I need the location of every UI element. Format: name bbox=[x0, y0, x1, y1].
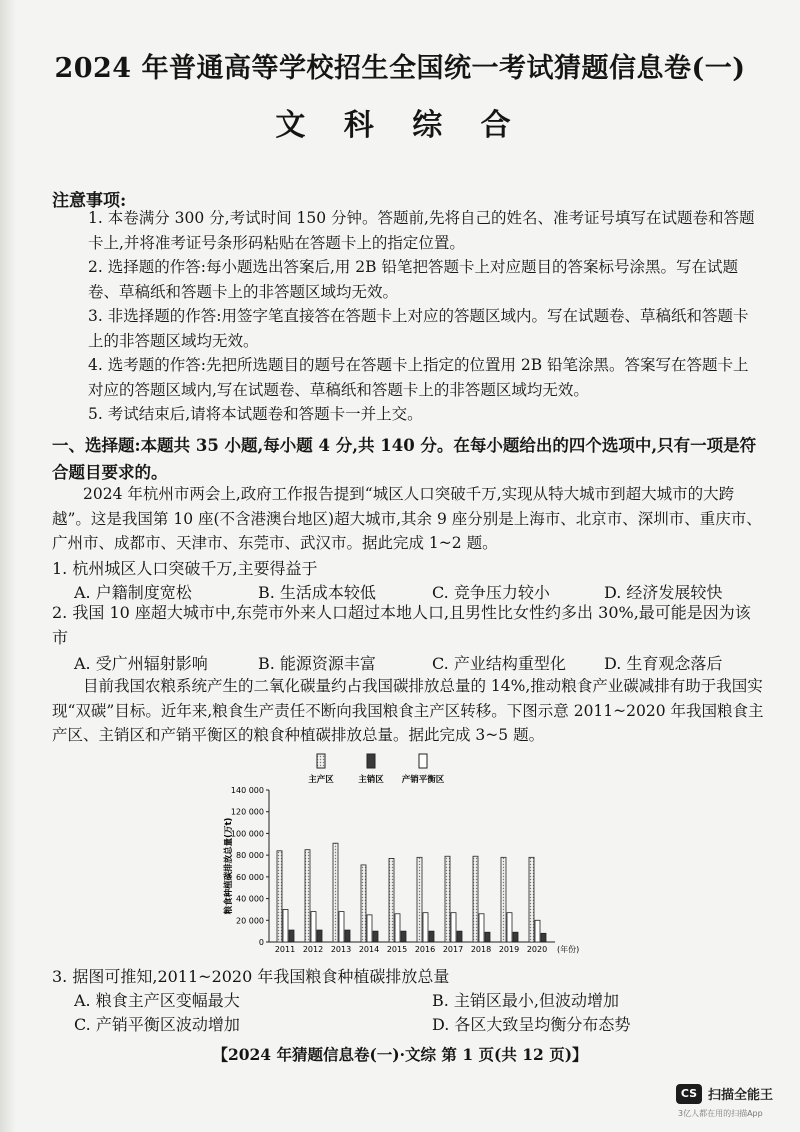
chart-svg bbox=[205, 752, 595, 964]
camscanner-logo-icon: CS bbox=[676, 1084, 702, 1104]
x-tick-label: 2015 bbox=[386, 945, 408, 954]
bar-主销区 bbox=[429, 931, 434, 942]
exam-title: 2024 年普通高等学校招生全国统一考试猜题信息卷(一) bbox=[54, 53, 746, 84]
option-a[interactable]: A. 户籍制度宽松 bbox=[74, 583, 192, 602]
x-tick-label: 2018 bbox=[470, 945, 492, 954]
bar-产销平衡区 bbox=[283, 909, 288, 942]
watermark-subtitle: 3亿人都在用的扫描App bbox=[678, 1109, 763, 1118]
notice-list bbox=[88, 206, 760, 427]
notice-item: 2. 选择题的作答:每小题选出答案后,用 2B 铅笔把答题卡上对应题目的答案标号涂黑。写在试题卷、草稿纸和答题卡上的非答题区域均无效。 bbox=[88, 258, 738, 301]
bar-产销平衡区 bbox=[423, 913, 428, 942]
notice-item: 5. 考试结束后,请将本试题卷和答题卡一并上交。 bbox=[88, 405, 423, 423]
bar-产销平衡区 bbox=[451, 913, 456, 942]
option-c[interactable]: C. 产业结构重型化 bbox=[432, 654, 566, 673]
bar-主产区 bbox=[305, 850, 310, 942]
y-tick-label: 40 000 bbox=[236, 894, 264, 904]
bar-主销区 bbox=[485, 932, 490, 942]
question-3-stem: 3. 据图可推知,2011~2020 年我国粮食种植碳排放总量 bbox=[52, 967, 450, 986]
bar-主销区 bbox=[317, 930, 322, 942]
notice-item: 1. 本卷满分 300 分,考试时间 150 分钟。答题前,先将自己的姓名、准考证号填写在试题卷和答题卡上,并将准考证号条形码粘贴在答题卡上的指定位置。 bbox=[88, 209, 755, 252]
bar-主产区 bbox=[277, 851, 282, 942]
bar-主产区 bbox=[333, 843, 338, 942]
notice-item: 4. 选考题的作答:先把所选题目的题号在答题卡上指定的位置用 2B 铅笔涂黑。答案写在答题卡上对应的答题区域内,写在试题卷、草稿纸和答题卡上的非答题区域均无效。 bbox=[88, 356, 749, 399]
passage-1: 2024 年杭州市两会上,政府工作报告提到“城区人口突破千万,实现从特大城市到超大城市的大跨越”。这是我国第 10 座(不含港澳台地区)超大城市,其余 9 座分别是上海市、北京市、深圳市、重庆市、广州市、成都市、天津市、东莞市、武汉市。据此完成 1~2 题。 bbox=[52, 485, 762, 552]
bar-主销区 bbox=[345, 930, 350, 942]
legend-swatch bbox=[419, 754, 427, 768]
legend-label: 主产区 bbox=[308, 775, 334, 785]
notice-item: 3. 非选择题的作答:用签字笔直接答在答题卡上对应的答题区域内。写在试题卷、草稿纸和答题卡上的非答题区域均无效。 bbox=[88, 307, 749, 350]
bar-主产区 bbox=[361, 865, 366, 942]
x-tick-label: 2014 bbox=[358, 945, 380, 954]
bar-主产区 bbox=[445, 856, 450, 942]
bar-产销平衡区 bbox=[507, 913, 512, 942]
y-axis-label: 粮食种植碳排放总量(万t) bbox=[224, 817, 234, 915]
question-2-stem: 2. 我国 10 座超大城市中,东莞市外来人口超过本地人口,且男性比女性约多出 30%,最可能是因为该市 bbox=[52, 603, 751, 647]
watermark-name: 扫描全能王 bbox=[708, 1088, 774, 1103]
option-b[interactable]: B. 生活成本较低 bbox=[258, 583, 376, 602]
x-tick-label: 2011 bbox=[274, 945, 296, 954]
page-footer: 【2024 年猜题信息卷(一)·文综 第 1 页(共 12 页)】 bbox=[212, 1045, 588, 1064]
bar-主产区 bbox=[529, 857, 534, 942]
x-tick-label: 2020 bbox=[526, 945, 548, 954]
option-b[interactable]: B. 能源资源丰富 bbox=[258, 654, 376, 673]
question-3-options-row1 bbox=[74, 988, 764, 1014]
bar-主产区 bbox=[501, 857, 506, 942]
legend-label: 主销区 bbox=[358, 775, 384, 785]
option-d[interactable]: D. 各区大致呈均衡分布态势 bbox=[432, 1015, 631, 1034]
bar-主销区 bbox=[401, 931, 406, 942]
bar-主产区 bbox=[473, 856, 478, 942]
x-tick-label: 2012 bbox=[302, 945, 324, 954]
y-tick-label: 140 000 bbox=[230, 786, 264, 795]
legend-swatch bbox=[317, 754, 325, 768]
bar-主产区 bbox=[389, 858, 394, 942]
bar-主销区 bbox=[457, 931, 462, 942]
carbon-emission-chart bbox=[205, 752, 595, 964]
option-d[interactable]: D. 经济发展较快 bbox=[604, 583, 723, 602]
option-a[interactable]: A. 粮食主产区变幅最大 bbox=[74, 991, 240, 1010]
y-tick-label: 120 000 bbox=[230, 807, 264, 817]
bar-主产区 bbox=[417, 857, 422, 942]
y-tick-label: 20 000 bbox=[236, 916, 264, 926]
legend-label: 产销平衡区 bbox=[401, 775, 445, 785]
y-tick-label: 0 bbox=[258, 938, 264, 947]
bar-主销区 bbox=[289, 930, 294, 942]
bar-产销平衡区 bbox=[339, 912, 344, 942]
bar-主销区 bbox=[373, 931, 378, 942]
y-tick-label: 100 000 bbox=[230, 829, 264, 839]
scanner-watermark bbox=[672, 1082, 796, 1122]
passage-2: 目前我国农粮系统产生的二氧化碳量约占我国碳排放总量的 14%,推动粮食产业碳减排有助于我国实现“双碳”目标。近年来,粮食生产责任不断向我国粮食主产区转移。下图示意 2011~2020 年我国粮食主产区、主销区和产销平衡区的粮食种植碳排放总量。据此完成 3~5 题。 bbox=[52, 677, 764, 744]
question-3-options-row2 bbox=[74, 1012, 764, 1038]
legend-swatch bbox=[367, 754, 375, 768]
option-c[interactable]: C. 产销平衡区波动增加 bbox=[74, 1015, 240, 1034]
y-tick-label: 60 000 bbox=[236, 872, 264, 882]
option-c[interactable]: C. 竞争压力较小 bbox=[432, 583, 550, 602]
x-axis-label: (年份) bbox=[557, 945, 580, 954]
x-tick-label: 2017 bbox=[442, 945, 464, 954]
bar-主销区 bbox=[541, 933, 546, 942]
section-heading: 一、选择题:本题共 35 小题,每小题 4 分,共 140 分。在每小题给出的四个选项中,只有一项是符合题目要求的。 bbox=[52, 436, 757, 482]
subject-title: 文 科 综 合 bbox=[275, 108, 525, 143]
bar-产销平衡区 bbox=[479, 914, 484, 942]
question-1-stem: 1. 杭州城区人口突破千万,主要得益于 bbox=[52, 559, 318, 578]
bar-产销平衡区 bbox=[367, 915, 372, 942]
x-tick-label: 2013 bbox=[330, 945, 352, 954]
binding-edge bbox=[0, 0, 16, 1132]
y-tick-label: 80 000 bbox=[236, 851, 264, 861]
bar-主销区 bbox=[513, 932, 518, 942]
option-d[interactable]: D. 生育观念落后 bbox=[604, 654, 723, 673]
x-tick-label: 2016 bbox=[414, 945, 436, 954]
option-b[interactable]: B. 主销区最小,但波动增加 bbox=[432, 991, 620, 1010]
x-tick-label: 2019 bbox=[498, 945, 520, 954]
option-a[interactable]: A. 受广州辐射影响 bbox=[74, 654, 208, 673]
bar-产销平衡区 bbox=[535, 920, 540, 942]
bar-产销平衡区 bbox=[395, 914, 400, 942]
notice-heading: 注意事项: bbox=[52, 191, 127, 211]
bar-产销平衡区 bbox=[311, 912, 316, 942]
